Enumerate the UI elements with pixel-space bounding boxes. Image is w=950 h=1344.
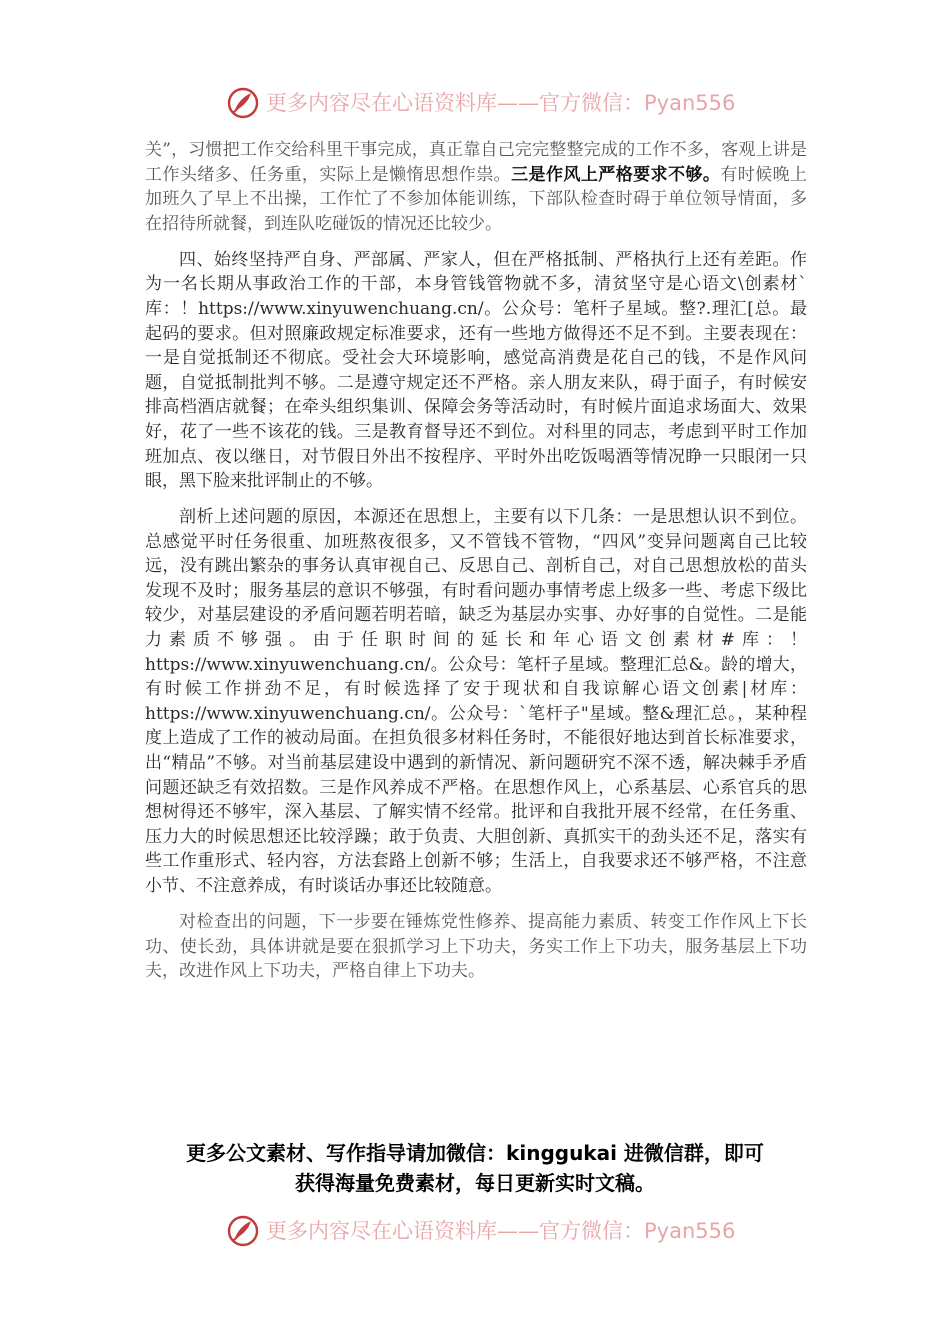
paragraph-1	[145, 138, 807, 236]
paragraph-2	[145, 248, 807, 494]
footer-promo-note	[130, 1138, 820, 1198]
paragraph-3	[145, 505, 807, 899]
banner-slogan: 更多内容尽在心语资料库	[266, 1219, 497, 1243]
footer-promo-line-2: 获得海量免费素材，每日更新实时文稿。	[295, 1171, 655, 1195]
banner-wechat-id: Pyan556	[644, 91, 736, 115]
banner-text	[266, 1216, 735, 1246]
paragraph-1-text-b: 有时候晚上加班久了早上不出操，工作忙了不参加体能训练，下部队检查时碍于单位领导情面，多在招待所就餐，到连队吃碰饭的情况还比较少。	[145, 164, 808, 234]
paragraph-4	[145, 910, 807, 984]
banner-slogan: 更多内容尽在心语资料库	[266, 91, 497, 115]
header-banner	[0, 78, 950, 126]
paragraph-1-text-a: 关”，习惯把工作交给科里干事完成，真正靠自己完完整整完成的工作不多，客观上讲是工作头绪多、任务重，实际上是懒惰思想作祟。	[145, 140, 807, 185]
banner-separator: ——	[497, 91, 539, 115]
banner-wechat-label: 官方微信：	[539, 1219, 644, 1243]
footer-promo-line-1: 更多公文素材、写作指导请加微信：kinggukai 进微信群，即可	[186, 1141, 764, 1165]
paragraph-3-text: 剖析上述问题的原因，本源还在思想上，主要有以下几条：一是思想认识不到位。总感觉平时任务很重、加班熬夜很多，又不管钱不管物，“四风”变异问题离自己比较远，没有跳出繁杂的事务认真审视自己、反思自己、剖析自己，对自己思想放松的苗头发现不及时；服务基层的意识不够强，有时看问题办事情考虑上级多一些、考虑下级比较少，对基层建设的矛盾问题若明若暗，缺乏为基层办实事、办好事的自觉性。二是能力素质不够强。由于任职时间的延长和年心语文创素材#库：！https://www.xinyuwenchuang.cn/。公众号：笔杆子星域。整理汇总&。龄的增大，有时候工作拼劲不足，有时候选择了安于现状和自我谅解心语文创素|材库：https://www.xinyuwenchuang.cn/。公众号：`笔杆子"星域。整&理汇总。，某种程度上造成了工作的被动局面。在担负很多材料任务时，不能很好地达到首长标准要求，出“精品”不够。对当前基层建设中遇到的新情况、新问题研究不深不透，解决棘手矛盾问题还缺乏有效招数。三是作风养成不严格。在思想作风上，心系基层、心系官兵的思想树得还不够牢，深入基层、了解实情不经常。批评和自我批开展不经常，在任务重、压力大的时候思想还比较浮躁；敢于负责、大胆创新、真抓实干的劲头还不足，落实有些工作重形式、轻内容，方法套路上创新不够；生活上，自我要求还不够严格，不注意小节、不注意养成，有时谈话办事还比较随意。	[145, 507, 807, 896]
paragraph-1-bold-heading: 三是作风上严格要求不够。	[511, 164, 721, 185]
paragraph-2-text: 四、始终坚持严自身、严部属、严家人，但在严格抵制、严格执行上还有差距。作为一名长期从事政治工作的干部，本身管钱管物就不多，清贫坚守是心语文\创素材`库：！https://www.xinyuwenchuang.cn/。公众号：笔杆子星域。整?.理汇[总。最起码的要求。但对照廉政规定标准要求，还有一些地方做得还不足不到。主要表现在：一是自觉抵制还不彻底。受社会大环境影响，感觉高消费是花自己的钱，不是作风问题，自觉抵制批判不够。二是遵守规定还不严格。亲人朋友来队，碍于面子，有时候安排高档酒店就餐；在牵头组织集训、保障会务等活动时，有时候片面追求场面大、效果好，花了一些不该花的钱。三是教育督导还不到位。对科里的同志，考虑到平时工作加班加点、夜以继日，对节假日外出不按程序、平时外出吃饭喝酒等情况睁一只眼闭一只眼，黑下脸来批评制止的不够。	[145, 249, 807, 492]
banner-wechat-id: Pyan556	[644, 1219, 736, 1243]
quill-logo-icon	[226, 1214, 260, 1248]
banner-wechat-label: 官方微信：	[539, 91, 644, 115]
document-body	[145, 138, 807, 984]
paragraph-4-text: 对检查出的问题，下一步要在锤炼党性修养、提高能力素质、转变工作作风上下长功、使长劲，具体讲就是要在狠抓学习上下功夫，务实工作上下功夫，服务基层上下功夫，改进作风上下功夫，严格自律上下功夫。	[145, 911, 807, 982]
banner-separator: ——	[497, 1219, 539, 1243]
footer-banner	[0, 1206, 950, 1254]
quill-logo-icon	[226, 86, 260, 120]
banner-text	[266, 88, 735, 118]
